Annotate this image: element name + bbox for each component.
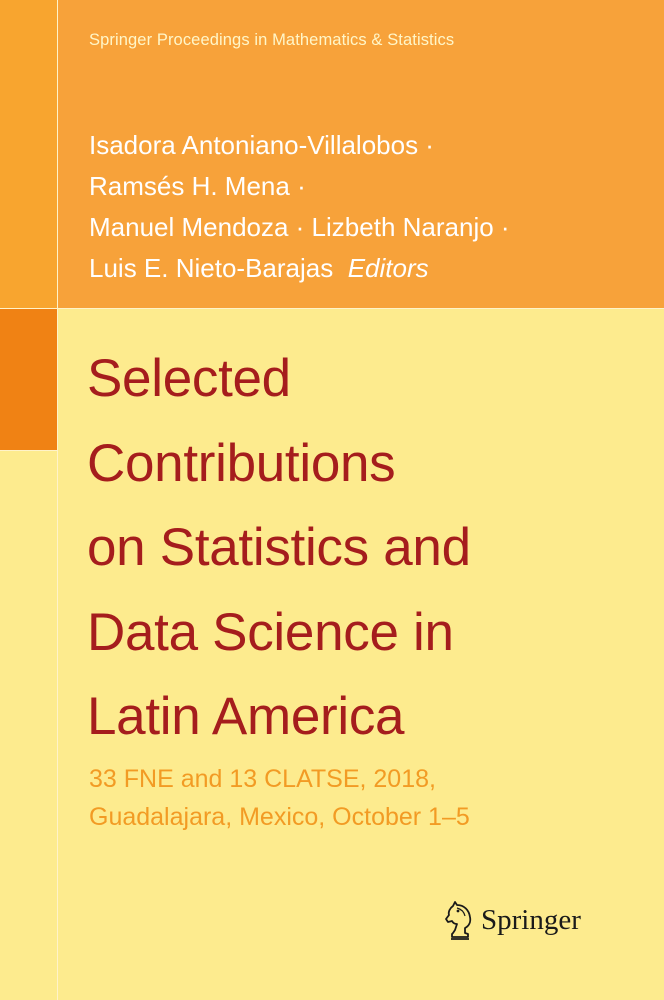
cover-strip-accent <box>0 308 57 450</box>
strip-divider <box>0 450 57 451</box>
editor-line-last <box>89 248 649 289</box>
title-line: on Statistics and <box>87 518 471 577</box>
cover-strip-top <box>0 0 57 308</box>
publisher-name: Springer <box>481 903 581 936</box>
editor-line: Isadora Antoniano-Villalobos · <box>89 130 434 160</box>
subtitle-line: Guadalajara, Mexico, October 1–5 <box>89 803 470 831</box>
cover-strip-bottom <box>0 450 57 1000</box>
subtitle-line: 33 FNE and 13 CLATSE, 2018, <box>89 765 436 793</box>
title-line: Latin America <box>87 687 405 746</box>
vertical-divider <box>57 0 58 1000</box>
title-line: Selected <box>87 349 291 408</box>
book-subtitle <box>89 760 649 836</box>
horizontal-divider <box>0 308 664 309</box>
publisher-logo <box>443 898 581 942</box>
book-title <box>87 337 647 760</box>
editor-name: Luis E. Nieto-Barajas <box>89 253 334 283</box>
editor-line: Manuel Mendoza · Lizbeth Naranjo · <box>89 212 510 242</box>
title-line: Contributions <box>87 433 396 493</box>
editors-block <box>89 125 649 289</box>
springer-horse-icon <box>443 900 475 940</box>
editor-line: Ramsés H. Mena · <box>89 171 306 201</box>
title-line: Data Science in <box>87 602 454 662</box>
editors-role-label: Editors <box>347 253 429 283</box>
series-name: Springer Proceedings in Mathematics & Statistics <box>89 31 455 49</box>
